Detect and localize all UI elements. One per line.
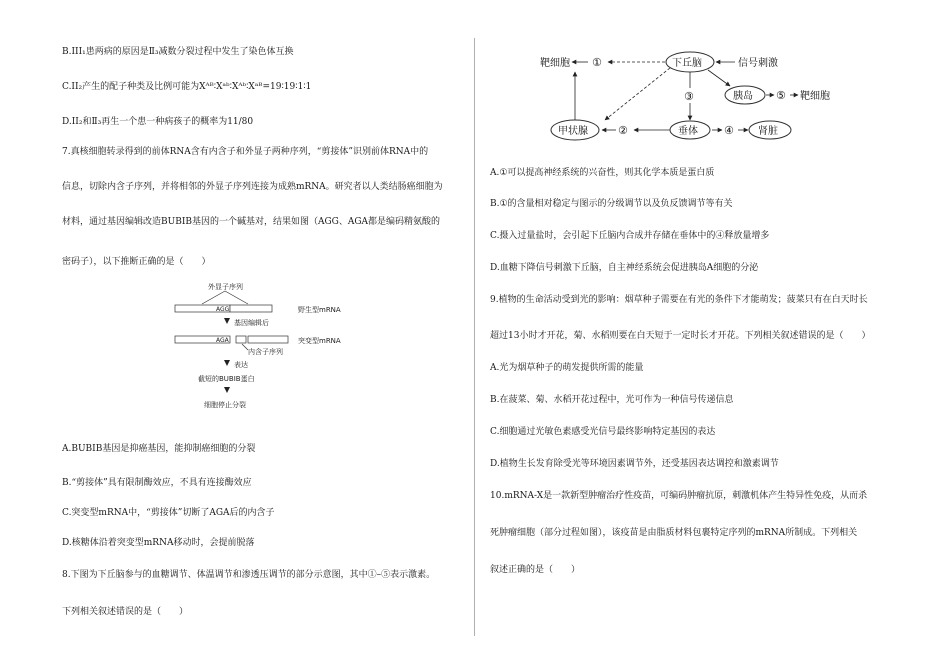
codon-wt: AGG: [216, 306, 230, 313]
q9-stem-line-1: 9.植物的生命活动受到光的影响：烟草种子需要在有光的条件下才能萌发；菠菜只有在白天时长: [490, 295, 868, 305]
q9-option-c: C.细胞通过光敏色素感受光信号最终影响特定基因的表达: [490, 427, 716, 437]
q6-option-d: D.II₂和Ⅱ₃再生一个患一种病孩子的概率为11/80: [62, 117, 254, 127]
hormone-5: ⑤: [776, 89, 786, 102]
intron-label: 内含子序列: [248, 348, 283, 356]
q7-figure: [170, 280, 360, 415]
q6-option-c: C.II₂产生的配子种类及比例可能为Xᴬᴮ∶Xᵃᵇ∶Xᴬᵇ∶Xᵃᴮ=19∶19∶1∶1: [62, 82, 312, 92]
q7-option-d: D.核糖体沿着突变型mRNA移动时，会提前脱落: [62, 538, 255, 548]
q7-stem-line-1: 7.真核细胞转录得到的前体RNA含有内含子和外显子两种序列，“剪接体”识别前体RNA中的: [62, 147, 429, 157]
column-divider: [474, 38, 475, 636]
signal-stimulus: 信号刺激: [738, 58, 778, 69]
q9-option-a: A.光为烟草种子的萌发提供所需的能量: [490, 363, 644, 373]
express-label: 表达: [234, 361, 248, 369]
wt-label: 野生型mRNA: [298, 306, 341, 314]
arrest-label: 细胞停止分裂: [204, 401, 246, 409]
mut-label: 突变型mRNA: [298, 337, 341, 345]
q8-option-d: D.血糖下降信号刺激下丘脑，自主神经系统会促进胰岛A细胞的分泌: [490, 263, 759, 273]
target-cell-right: 靶细胞: [800, 91, 830, 102]
q7-stem-line-3: 材料，通过基因编辑改造BUBIB基因的一个碱基对，结果如图（AGG、AGA都是编码精氨酸的: [62, 217, 441, 227]
q8-option-c: C.摄入过量盐时，会引起下丘脑内合成并存储在垂体中的④释放量增多: [490, 231, 770, 241]
q6-option-b: B.III₁患两病的原因是Ⅱ₃减数分裂过程中发生了染色体互换: [62, 47, 294, 57]
q9-option-d: D.植物生长发育除受光等环境因素调节外，还受基因表达调控和激素调节: [490, 459, 779, 469]
pancreas-node: 胰岛: [733, 91, 753, 102]
q10-stem-line-3: 叙述正确的是（ ）: [490, 565, 581, 575]
exon-label: 外显子序列: [208, 283, 243, 291]
edit-label: 基因编辑后: [234, 319, 269, 327]
protein-label: 截短的BUBIB蛋白: [198, 375, 255, 383]
q7-option-c: C.突变型mRNA中，“剪接体”切断了AGA后的内含子: [62, 508, 275, 518]
q8-option-b: B.①的含量相对稳定与图示的分级调节以及负反馈调节等有关: [490, 199, 733, 209]
hormone-4: ④: [724, 124, 734, 137]
kidney-node: 肾脏: [758, 126, 778, 137]
q7-stem-line-2: 信息，切除内含子序列，并将相邻的外显子序列连接为成熟mRNA。研究者以人类结肠癌细胞为: [62, 182, 443, 192]
q8-stem-line-2: 下列相关叙述错误的是（ ）: [62, 607, 189, 617]
q10-stem-line-1: 10.mRNA-X是一款新型肿瘤治疗性疫苗，可编码肿瘤抗原，刺激机体产生特异性免疫，从而杀: [490, 491, 868, 501]
q7-option-b: B.“剪接体”具有限制酶效应，不具有连接酶效应: [62, 478, 252, 488]
hormone-3: ③: [684, 90, 694, 103]
codon-mut: AGA: [216, 337, 229, 344]
target-cell-left: 靶细胞: [540, 58, 570, 69]
q7-option-a: A.BUBIB基因是抑癌基因，能抑制癌细胞的分裂: [62, 444, 256, 454]
thyroid-node: 甲状腺: [558, 126, 588, 137]
q7-stem-line-4: 密码子），以下推断正确的是（ ）: [62, 257, 211, 267]
hormone-1: ①: [592, 56, 602, 69]
hypothalamus-node: 下丘脑: [672, 58, 702, 69]
hormone-2: ②: [618, 124, 628, 137]
q10-stem-line-2: 死肿瘤细胞（部分过程如图），该疫苗是由脂质材料包裹特定序列的mRNA所制成。下列相关: [490, 528, 858, 538]
q8-option-a: A.①可以提高神经系统的兴奋性，则其化学本质是蛋白质: [490, 168, 715, 178]
pituitary-node: 垂体: [678, 126, 698, 137]
q8-stem-line-1: 8.下图为下丘脑参与的血糖调节、体温调节和渗透压调节的部分示意图，其中①–⑤表示激素。: [62, 570, 436, 580]
q9-option-b: B.在菠菜、菊、水稻开花过程中，光可作为一种信号传递信息: [490, 395, 734, 405]
q8-figure: [530, 48, 870, 148]
q9-stem-line-2: 超过13小时才开花，菊、水稻则要在白天短于一定时长才开花。下列相关叙述错误的是（ ）: [490, 331, 871, 341]
